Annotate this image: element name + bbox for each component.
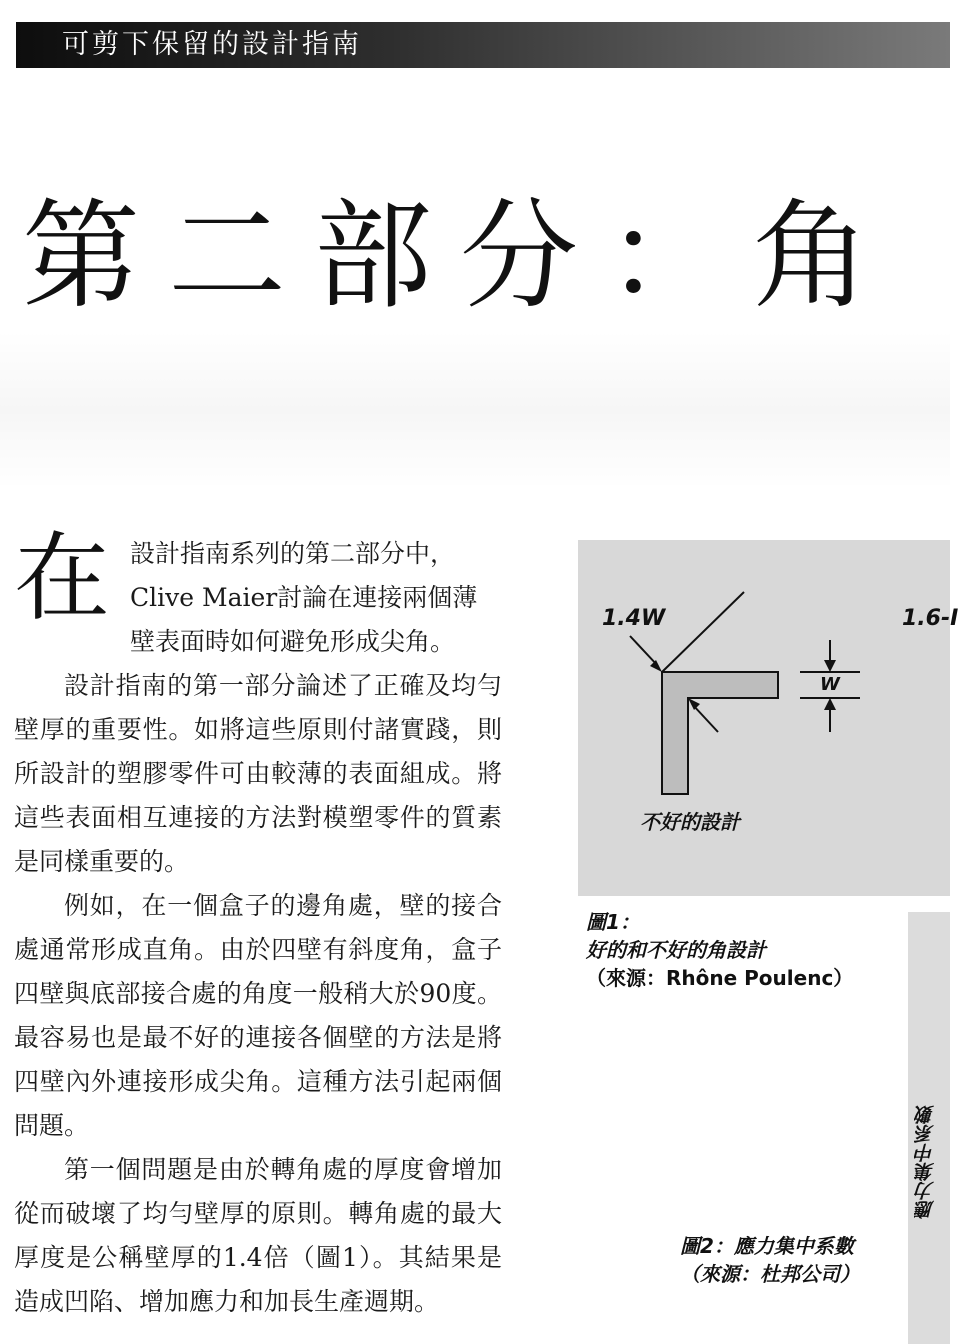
arrow-head [688,698,700,710]
axis-label-vertical: 應力集中系數 [915,1105,937,1219]
caption-number: 圖1： [586,910,640,934]
caption-source: （來源：Rhône Poulenc） [586,966,854,990]
corner-diagram [578,540,950,896]
body-paragraph: 設計指南的第一部分論述了正確及均勻壁厚的重要性。如將這些原則付諸實踐，則所設計的塑膠零件可由較薄的表面組成。將這些表面相互連接的方法對模塑零件的質素是同樣重要的。 [14,671,502,876]
header-bar [16,22,950,68]
right-label-partial: 1.6-I [902,606,958,631]
arrow-head [650,660,662,672]
article-title: 第二部分：角 [22,187,899,325]
figure1-caption [586,908,906,992]
caption-title: 圖2：應力集中系數 [680,1234,854,1258]
body-paragraph: 例如，在一個盒子的邊角處，壁的接合處通常形成直角。由於四壁有斜度角，盒子四壁與底部接合處的角度一般稍大於90度。最容易也是最不好的連接各個壁的方法是將四壁內外連接形成尖角。這種方法引起兩個問題。 [14,891,502,1140]
body-paragraph: 第一個問題是由於轉角處的厚度會增加從而破壞了均勻壁厚的原則。轉角處的最大厚度是公稱壁厚的1.4倍（圖1）。其結果是造成凹陷、增加應力和加長生產週期。 [14,1155,502,1316]
lead-line: 壁表面時如何避免形成尖角。 [130,627,456,656]
figure2-caption [680,1232,860,1288]
arrow-head [824,660,836,672]
lead-paragraph [130,532,502,664]
caption-title: 好的和不好的角設計 [586,938,766,962]
lead-line: 設計指南系列的第二部分中， [130,539,456,568]
thickness-line [662,592,744,672]
header-title: 可剪下保留的設計指南 [62,29,362,60]
w-label: W [820,674,840,695]
arrow-head [824,698,836,710]
lead-line: Clive Maier討論在連接兩個薄 [130,583,478,612]
bad-corner-shape [662,672,778,794]
thickness-label: 1.4W [602,606,666,631]
drop-cap: 在 [14,522,110,634]
background-bleed [0,330,950,490]
figure1-panel [578,540,958,896]
caption-source: （來源：杜邦公司） [680,1262,860,1286]
bad-design-label: 不好的設計 [640,810,740,834]
body-text [14,664,502,1324]
